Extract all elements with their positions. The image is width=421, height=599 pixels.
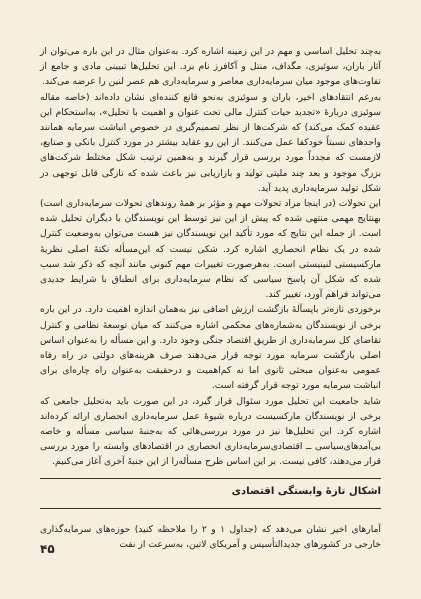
page-number: ۴۵	[40, 542, 55, 556]
paragraph: به‌رغم انتقادهای اخیر، باران و سوئیزی به‌نحو قانع کننده‌ای نشان داده‌اند (خاصه مقاله سوئیزی دربارهٔ «تجدید حیات کنترل مالی تحت عنوان و اهمیت با تحلیل»، به‌استحکام این عقیده کمک می‌کند) که شرکت‌ها از نظر تصمیم‌گیری در خصوص انباشت سرمایه همانند واحدهای نسبتاً خودکفا عمل می‌کنند. از این رو عقاید بیشتر در مورد کنترل بانکی و صنایع، لازمست که مجدداً مورد بررسی قرار گیرند و به‌همین ترتیب شکل مختلط شرکت‌های بزرگ موجود و بعد چند ملیتی تولید و بازاریابی نیز باعث شده که تازگی قابل توجهی در شکل تولید سرمایه‌داری پدید آید.	[40, 91, 381, 194]
section-heading: اشکال تازهٔ وابستگی اقتصادی	[231, 486, 381, 497]
paragraph: برخوردی تازه‌تر باپسآلهٔ بازگشت ارزش اضافی نیز به‌همان اندازه اهمیت دارد. در این باره برخی از نویسندگان به‌شماره‌های محکمی اشاره می‌کنند که میان توسعهٔ نظامی و کنترل تقاضای کل سرمایه‌داری از طریق اقتصاد جنگی وجود دارد. و این مسأله را به‌عنوان اساس اصلی بازگشت سرمایه مورد توجه قرار می‌دهند صرف هزینه‌های دولتی در راه رفاه عمومی به‌عنوان مبحثی ثانوی اما نه کم‌اهمیت و درحقیقت به‌عنوان راه چاره‌ای برای انباشت سرمایه مورد توجه قرار گرفته است.	[40, 304, 381, 392]
paragraph: آمارهای اخیر نشان می‌دهد که (جداول ۱ و ۲ را ملاحظه کنید) حوزه‌های سرمایه‌گذاری خارجی در کشورهای جدیدالتأسیس و آمریکای لاتین، به‌سرعت از نفت	[40, 524, 381, 551]
paragraph: شاید جامعیت این تحلیل مورد سئوال قرار گیرد، در این صورت باید به‌تحلیل جامعی که برخی از نویسندگان مارکسیست درباره شیوهٔ عمل سرمایه‌داری انحصاری ارائه کرده‌اند اشاره کرد. این تحلیل‌ها نیز در مورد بررسی‌هائی که به‌جنبهٔ سیاسی مسأله و خاصه بی‌آمدهای‌سیاسی ــ اقتصادی‌سرمایه‌داری انحصاری در اقتصادهای وابسته را مورد بررسی قرار می‌دهند، کافی نیست. بر این اساس طرح مسأله‌را از این جنبهٔ آخری آغاز می‌کنیم.	[40, 395, 381, 468]
body-text	[40, 44, 381, 470]
paragraph: به‌چند تحلیل اساسی و مهم در این زمینه اشاره کرد. به‌عنوان مثال در این باره می‌توان از آثار باران، سوئیزی، مگداف، منتل و آکافرز نام برد. این تحلیل‌ها تبیینی مادی و جامع از تفاوت‌های موجود میان سرمایه‌داری معاصر و سرمایه‌داری هم عصر لنین را عرضه می‌کند.	[40, 46, 381, 88]
paragraph: این تحولات (در اینجا مراد تحولات مهم و مؤثر بر همهٔ روندهای تحولات سرمایه‌داری است) بهنتایج مهمی منتهی شده که پیش از این نیز توسط این نویسندگان با دیگران تحلیل شده است. از جمله این نتایج که مورد تأکید این نویسندگان نیز هست می‌توان به‌وضعیت کنترل شده در یک نظام انحصاری اشاره کرد. شکی نیست که این‌مسأله نکتهٔ اصلی نظریهٔ مارکسیستی لنینیستی است. به‌هرصورت تغییرات مهم کنونی مانند آنچه که ذکر شد سبب شده که شکل آن پاسخ سیاسی که نظام سرمایه‌داری برای انطباق با شرایط جدیدی می‌تواند فراهم آورد، تغییر کند.	[40, 198, 381, 301]
section-body-text	[40, 522, 381, 552]
section-divider-top	[40, 478, 381, 479]
section-divider-bottom	[40, 508, 381, 509]
